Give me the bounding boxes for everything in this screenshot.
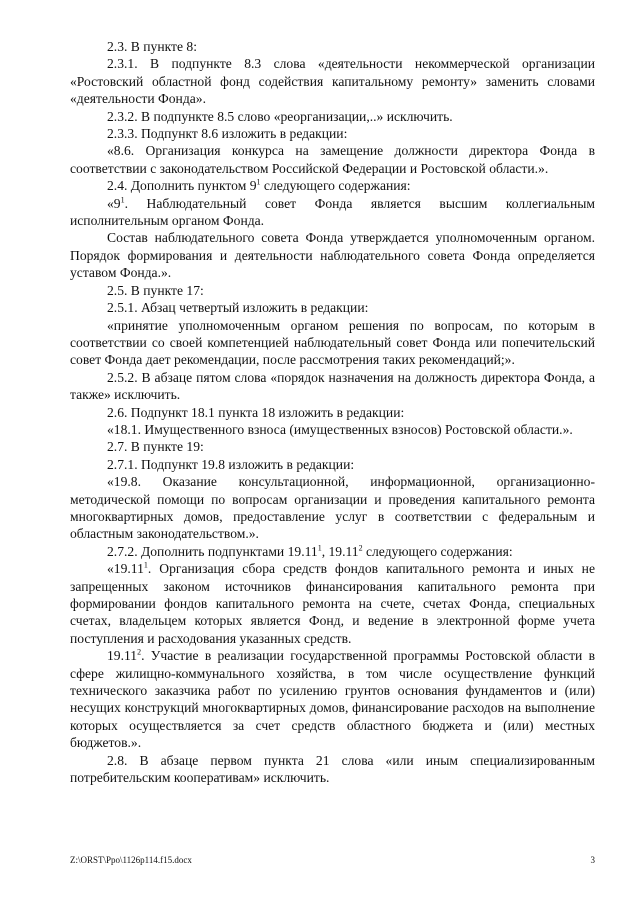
document-paragraph [70,404,595,421]
paragraph-text: 2.4. Дополнить пунктом 9 [107,178,257,194]
document-paragraph [70,473,595,543]
paragraph-text: «19.8. Оказание консультационной, информационной, организационно-методической помощи по вопросам организации и проведения капитального ремонта многоквартирных домов, предоставление услуг в соответствии с федеральным и областным законодательством.». [70,474,595,542]
paragraph-text: 2.8. В абзаце первом пункта 21 слова «или иным специализированным потребительским кооперативам» исключить. [70,752,595,786]
document-paragraph [70,195,595,230]
document-paragraph [70,647,595,751]
paragraph-text: 2.3. В пункте 8: [107,39,197,54]
paragraph-text: 2.5.2. В абзаце пятом слова «порядок назначения на должность директора Фонда, а также» исключить. [70,369,595,403]
document-paragraph [70,282,595,299]
paragraph-text: следующего содержания: [260,178,411,194]
document-paragraph [70,125,595,142]
footer-file-path: Z:\ORST\Ppo\1126p114.f15.docx [70,855,192,865]
document-paragraph [70,560,595,647]
paragraph-text: , 19.11 [321,543,359,559]
document-paragraph [70,456,595,473]
paragraph-text: Состав наблюдательного совета Фонда утверждается уполномоченным органом. Порядок формирования и деятельности наблюдательного совета Фонда определяется уставом Фонда.». [70,230,595,281]
document-body [70,38,595,786]
paragraph-text: 2.5. В пункте 17: [107,282,204,298]
document-paragraph [70,299,595,316]
document-paragraph [70,438,595,455]
paragraph-text: «принятие уполномоченным органом решения по вопросам, по которым в соответствии со своей компетенцией наблюдательный совет Фонда или попечительский совет Фонда дает рекомендации, после рассмотрения таких рекомендаций;». [70,317,595,368]
document-paragraph [70,752,595,787]
page-footer [70,855,595,866]
superscript-index: 2 [358,543,363,553]
paragraph-text: следующего содержания: [362,543,513,559]
paragraph-text: 2.3.1. В подпункте 8.3 слова «деятельности некоммерческой организации «Ростовский областной фонд содействия капитальному ремонту» заменить словами «деятельности Фонда». [70,56,595,107]
document-paragraph [70,317,595,369]
superscript-index: 1 [143,560,148,570]
paragraph-text: 2.5.1. Абзац четвертый изложить в редакции: [107,300,369,316]
paragraph-text: . Участие в реализации государственной программы Ростовской области в сфере жилищно-коммунального хозяйства, в том числе осуществление функций технического заказчика работ по усилению грунтов основания фундаментов и (или) несущих конструкций многоквартирных домов, финансирование расходов на выполнение которых осуществляется за счет средств областного бюджета и (или) местных бюджетов.». [70,648,595,751]
paragraph-text: 2.3.3. Подпункт 8.6 изложить в редакции: [107,126,348,142]
document-paragraph [70,543,595,560]
document-paragraph [70,108,595,125]
document-paragraph [70,55,595,107]
document-paragraph [70,142,595,177]
paragraph-text: 2.7.1. Подпункт 19.8 изложить в редакции: [107,456,355,472]
superscript-index: 1 [256,177,261,187]
document-paragraph [70,177,595,194]
document-paragraph [70,229,595,281]
paragraph-text: . Организация сбора средств фондов капитального ремонта и иных не запрещенных законом источников финансирования капитального ремонта при формировании фондов капитального ремонта на счете, счетах Фонда, специальных счетах, владельцем которых является Фонд, и ведение в электронной форме учета поступления и расходования указанных средств. [70,561,595,646]
document-paragraph [70,421,595,438]
paragraph-text: 2.7.2. Дополнить подпунктами 19.11 [107,543,318,559]
paragraph-text: 2.6. Подпункт 18.1 пункта 18 изложить в редакции: [107,404,405,420]
superscript-index: 2 [137,647,142,657]
paragraph-text: 19.11 [107,648,138,664]
paragraph-text: . Наблюдательный совет Фонда является высшим коллегиальным исполнительным органом Фонда. [70,195,595,229]
paragraph-text: «18.1. Имущественного взноса (имущественных взносов) Ростовской области.». [107,421,573,437]
paragraph-text: «8.6. Организация конкурса на замещение должности директора Фонда в соответствии с законодательством Российской Федерации и Ростовской области.». [70,143,595,176]
footer-page-number: 3 [590,855,595,865]
superscript-index: 1 [120,195,125,205]
document-paragraph [70,369,595,404]
superscript-index: 1 [317,543,322,553]
paragraph-text: 2.7. В пункте 19: [107,439,204,455]
paragraph-text: 2.3.2. В подпункте 8.5 слово «реорганизации,..» исключить. [107,108,453,124]
document-paragraph [70,38,595,55]
paragraph-text: «9 [107,195,121,211]
paragraph-text: «19.11 [107,561,144,577]
